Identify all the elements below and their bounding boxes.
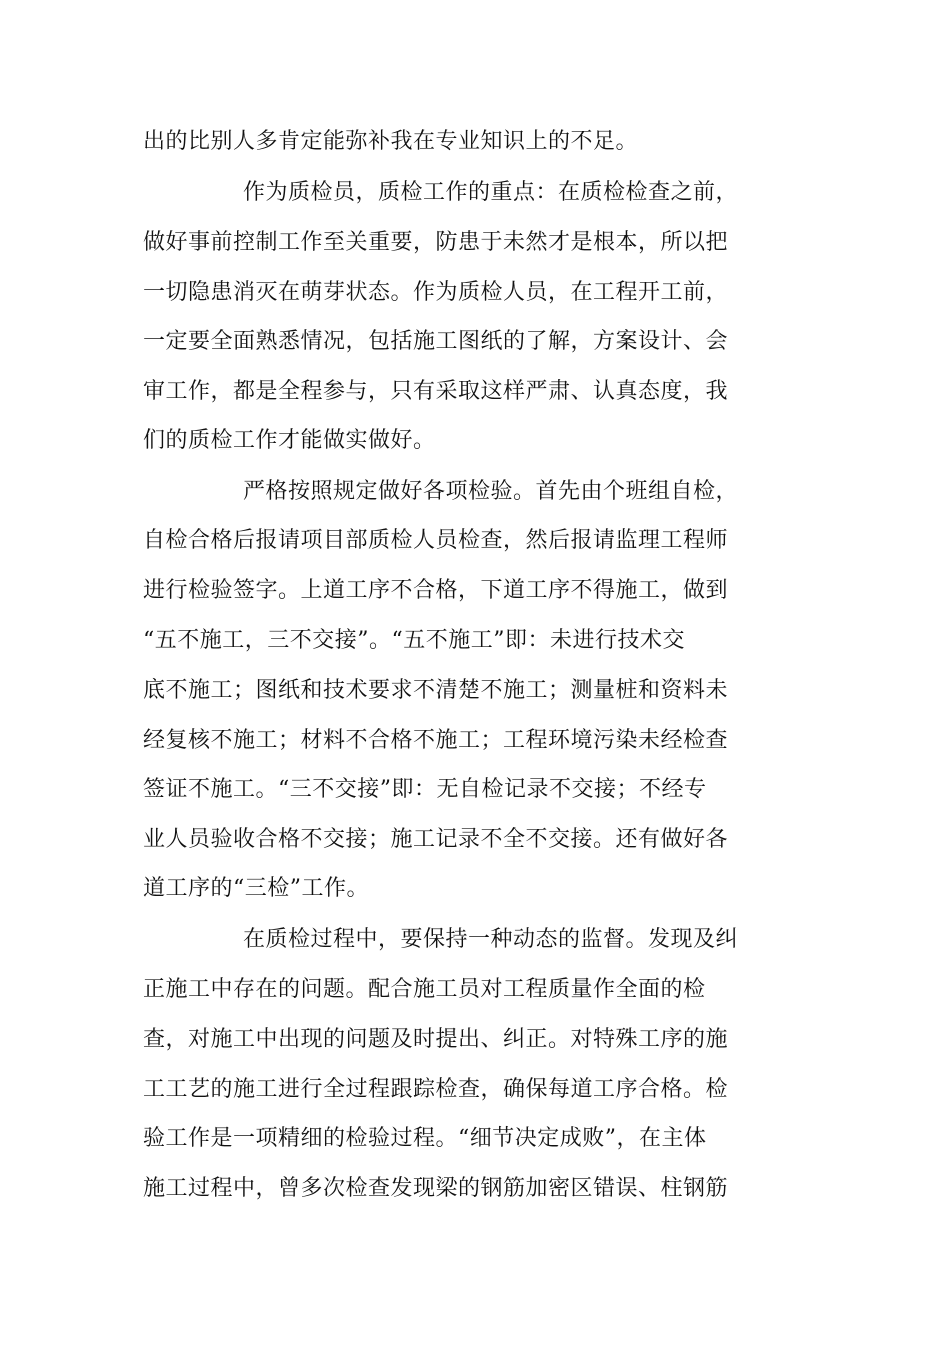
paragraph-line-6: 审工作，都是全程参与，只有采取这样严肃、认真态度，我 bbox=[143, 379, 729, 404]
paragraph-line-1: 出的比别人多肯定能弥补我在专业知识上的不足。 bbox=[143, 129, 639, 154]
paragraph-line-15: 业人员验收合格不交接；施工记录不全不交接。还有做好各 bbox=[143, 827, 729, 852]
paragraph-line-8: 严格按照规定做好各项检验。首先由个班组自检， bbox=[243, 479, 739, 504]
paragraph-line-7: 们的质检工作才能做实做好。 bbox=[143, 428, 436, 453]
paragraph-line-5: 一定要全面熟悉情况，包括施工图纸的了解，方案设计、会 bbox=[143, 329, 729, 354]
paragraph-line-17: 在质检过程中，要保持一种动态的监督。发现及纠 bbox=[243, 927, 739, 952]
paragraph-line-21: 验工作是一项精细的检验过程。“细节决定成败”，在主体 bbox=[143, 1126, 707, 1151]
paragraph-line-14: 签证不施工。“三不交接”即：无自检记录不交接；不经专 bbox=[143, 777, 707, 802]
paragraph-line-22: 施工过程中，曾多次检查发现梁的钢筋加密区错误、柱钢筋 bbox=[143, 1176, 729, 1201]
paragraph-line-18: 正施工中存在的问题。配合施工员对工程质量作全面的检 bbox=[143, 977, 706, 1002]
paragraph-line-20: 工工艺的施工进行全过程跟踪检查，确保每道工序合格。检 bbox=[143, 1077, 729, 1102]
paragraph-line-10: 进行检验签字。上道工序不合格，下道工序不得施工，做到 bbox=[143, 578, 729, 603]
paragraph-line-3: 做好事前控制工作至关重要，防患于未然才是根本，所以把 bbox=[143, 230, 729, 255]
paragraph-line-19: 查，对施工中出现的问题及时提出、纠正。对特殊工序的施 bbox=[143, 1027, 729, 1052]
paragraph-line-13: 经复核不施工；材料不合格不施工；工程环境污染未经检查 bbox=[143, 728, 729, 753]
paragraph-line-11: “五不施工，三不交接”。“五不施工”即：未进行技术交 bbox=[143, 628, 685, 653]
paragraph-line-4: 一切隐患消灭在萌芽状态。作为质检人员，在工程开工前， bbox=[143, 280, 729, 305]
paragraph-line-16: 道工序的“三检”工作。 bbox=[143, 876, 369, 901]
paragraph-line-12: 底不施工；图纸和技术要求不清楚不施工；测量桩和资料未 bbox=[143, 678, 729, 703]
paragraph-line-2: 作为质检员，质检工作的重点：在质检检查之前， bbox=[243, 180, 739, 205]
paragraph-line-9: 自检合格后报请项目部质检人员检查，然后报请监理工程师 bbox=[143, 528, 729, 553]
